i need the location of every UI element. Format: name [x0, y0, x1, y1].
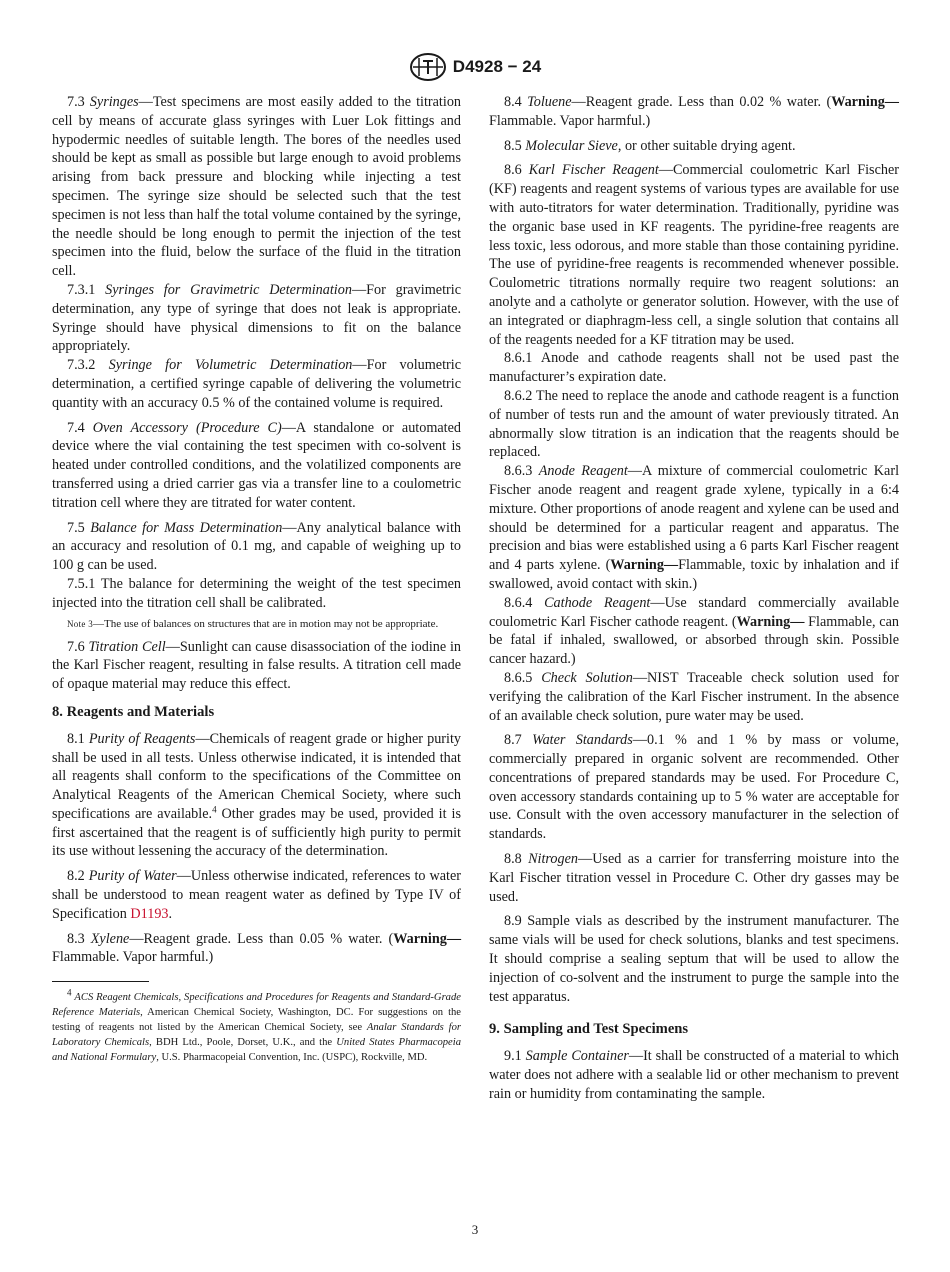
section-7-6: 7.6 Titration Cell—Sunlight can cause disassociation of the iodine in the Karl Fischer reagent, resulting in false results. A titration cell made of opaque material may reduce this effect.	[52, 638, 462, 693]
section-7-5-1: 7.5.1 The balance for determining the weight of the test specimen injected into the titration cell shall be calibrated.	[52, 575, 461, 611]
page-number: 3	[471, 1222, 479, 1237]
section-8-9: 8.9 Sample vials as described by the instrument manufacturer. The same vials will be used for check solutions, blanks and test specimens. It should comprise a sealing septum that will be used to allow the injection of co-solvent and the instrument to purge the sample into the test apparatus.	[489, 913, 899, 1005]
section-8-1: 8.1 Purity of Reagents—Chemicals of reagent grade or higher purity shall be used in all tests. Unless otherwise indicated, it is intended that all reagents shall conform to the specifications of the Committee on Analytical Reagents of the American Chemical Society, where such specifications are available.$^4$ Other grades may be used, provided it is first ascertained that the reagent is of sufficiently high purity to permit its use without lessening the accuracy of the determination.	[52, 730, 461, 860]
section-9-heading: 9. Sampling and Test Specimens	[489, 1021, 689, 1038]
section-7-3-2: 7.3.2 Syringe for Volumetric Determination—For volumetric determination, a certified syringe capable of delivering the volumetric quantity with an accuracy 0.5 % of the contained volume is required.	[52, 357, 461, 411]
section-8-4: 8.4 Toluene—Reagent grade. Less than 0.02 % water. (Warning—Flammable. Vapor harmful.)	[489, 94, 899, 129]
note-3: Note 3—The use of balances on structures that are in motion may not be appropriate.	[67, 617, 439, 630]
section-8-6-3: 8.6.3 Anode Reagent—A mixture of commercial coulometric Karl Fischer anode reagent and reagent grade xylene, typically in a 6:4 mixture. Other proportions of anode reagent and xylene can be used and should be determined for a particular reagent and apparatus. The precision and bias were established using a 6 parts Karl Fischer reagent and 4 parts xylene. (Warning—Flammable, toxic by inhalation and if swallowed, avoid contact with skin.)	[489, 463, 900, 592]
left-column	[52, 93, 461, 1065]
section-7-3-1: 7.3.1 Syringes for Gravimetric Determination—For gravimetric determination, any type of syringe that does not leak is appropriate. Syringe should have physical dimensions to fit on the balance appropriately.	[52, 281, 461, 355]
astm-logo-icon	[409, 52, 447, 82]
section-8-3: 8.3 Xylene—Reagent grade. Less than 0.05 % water. (Warning—Flammable. Vapor harmful.)	[52, 930, 462, 966]
section-8-7: 8.7 Water Standards—0.1 % and 1 % by mass or volume, commercially prepared in organic solvent are recommended. Other concentrations of prepared standards may be used. For Procedure C, oven accessory standards containing up to 5 % water are acceptable for use. Consult with the oven accessory manufacturer in the selection of standards.	[489, 732, 900, 843]
section-7-3: 7.3 Syringes—Test specimens are most easily added to the titration cell by means of accurate glass syringes with Luer Lok fittings and hypodermic needles of suitable length. The bores of the needles used should be kept as small as possible but large enough to avoid problems arising from back pressure and blocking while injecting a test specimen. The syringe size should be selected such that the test specimen is not less than half the total volume contained by the syringe, the needle should be long enough to permit the injection of the test specimen into the fluid, below the surface of the fluid in the titration cell.	[52, 94, 462, 280]
section-8-2: 8.2 Purity of Water—Unless otherwise indicated, references to water shall be understood to mean reagent water as defined by Type IV of Specification D1193.	[52, 868, 462, 922]
section-9-1: 9.1 Sample Container—It shall be constructed of a material to which water does not adhere with a sealable lid or other mechanism to prevent rain or humidity from contaminating the sample.	[489, 1048, 899, 1102]
section-8-5: 8.5 Molecular Sieve, or other suitable drying agent.	[504, 137, 796, 154]
footnote-4: $^4$ ACS Reagent Chemicals, Specifications and Procedures for Reagents and Standard-Grade Reference Materials, American Chemical Society, Washington, DC. For suggestions on the testing of reagents not listed by the American Chemical Society, see Analar Standards for Laboratory Chemicals, BDH Ltd., Poole, Dorset, U.K., and the United States Pharmacopeia and National Formulary, U.S. Pharmacopeial Convention, Inc. (USPC), Rockville, MD.	[52, 987, 462, 1064]
footnote-divider	[52, 981, 149, 982]
section-8-6: 8.6 Karl Fischer Reagent—Commercial coulometric Karl Fischer (KF) reagents and reagent systems of various types are available for use with auto-titrators for water determination. Traditionally, pyridine was the organic base used in KF reagents. The pyridine-free reagents are less toxic, less odorous, and more stable than those containing pyridine. The use of pyridine-free reagents is recommended whenever possible. Coulometric titrations normally require two reagent solutions: an anolyte and a catholyte or generator solution. However, with the use of an integrated or diaphragm-less cell, a single solution that contains all of the reagents needed for a KF titration may be used.	[489, 162, 899, 348]
section-7-4: 7.4 Oven Accessory (Procedure C)—A standalone or automated device where the vial containing the test specimen with co-solvent is heated under controlled conditions, and the volatilized components are transferred using a dried carrier gas via a transfer line to a coulometric titration cell where they are titrated for water content.	[52, 419, 461, 511]
document-designation: D4928 − 24	[452, 57, 542, 76]
d1193-link[interactable]: D1193	[130, 905, 169, 922]
section-7-5: 7.5 Balance for Mass Determination—Any analytical balance with an accuracy and resolution of 0.1 mg, and capable of weighing up to 100 g can be used.	[52, 519, 462, 574]
section-8-6-5: 8.6.5 Check Solution—NIST Traceable check solution used for verifying the calibration of the Karl Fischer instrument. In the absence of an available check solution, pure water may be used.	[489, 669, 899, 724]
section-8-6-1: 8.6.1 Anode and cathode reagents shall not be used past the manufacturer’s expiration date.	[489, 350, 899, 386]
footnote-marker[interactable]: 4	[212, 804, 217, 815]
right-column	[489, 93, 899, 1104]
section-8-6-2: 8.6.2 The need to replace the anode and cathode reagent is a function of number of tests run and the amount of water previously titrated. An abnormally slow titration is an indication that the reagents should be replaced.	[489, 387, 899, 461]
section-8-8: 8.8 Nitrogen—Used as a carrier for transferring moisture into the Karl Fischer titration vessel in Procedure C. Other dry gasses may be used.	[489, 851, 899, 905]
section-8-heading: 8. Reagents and Materials	[52, 703, 215, 720]
page-header	[0, 52, 950, 87]
section-8-6-4: 8.6.4 Cathode Reagent—Use standard commercially available coulometric Karl Fischer cathode reagent. (Warning— Flammable, can be fatal if inhaled, swallowed, or absorbed through skin. Possible cancer hazard.)	[489, 594, 900, 668]
